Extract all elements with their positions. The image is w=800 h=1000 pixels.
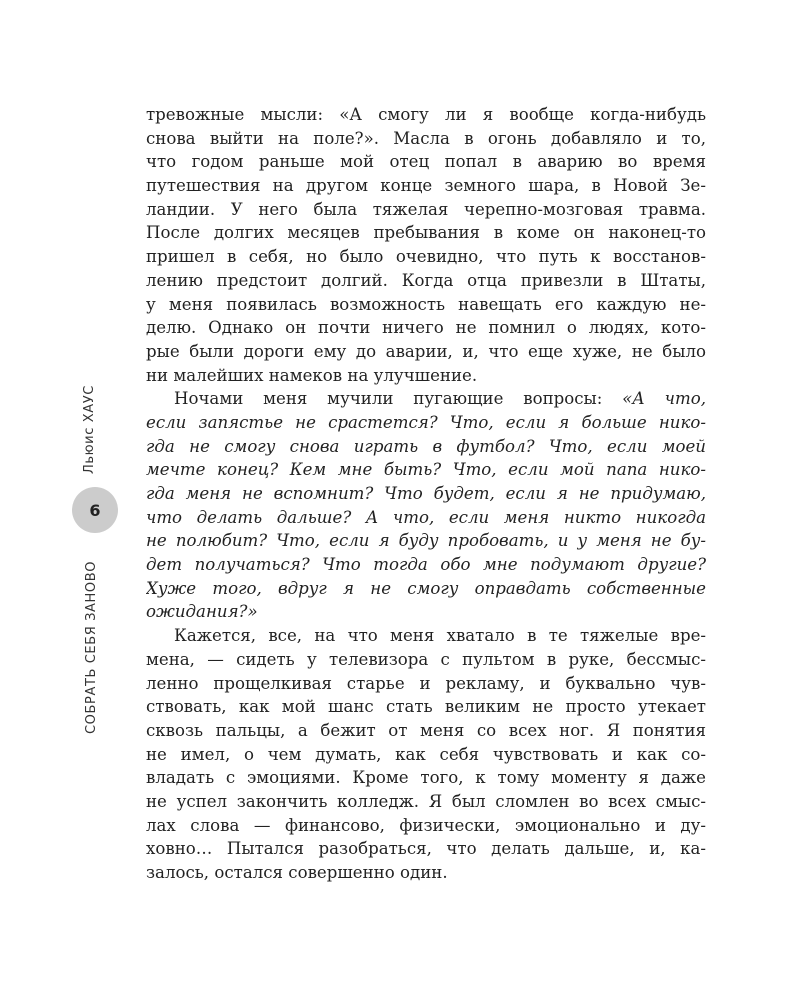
text-line: сквозь пальцы, а бежит от меня со всех ног. Я понятия xyxy=(146,720,706,740)
text-line: мечте конец? Кем мне быть? Что, если мой папа нико- xyxy=(146,460,706,480)
text-line: у меня появилась возможность навещать его каждую не- xyxy=(146,294,706,314)
text-line xyxy=(146,387,706,411)
text-line: не имел, о чем думать, как себя чувствовать и как со- xyxy=(146,744,706,764)
text-line: владать с эмоциями. Кроме того, к тому моменту я даже xyxy=(146,768,706,788)
text-line-italic: «А что, xyxy=(622,389,706,409)
text-line: делю. Однако он почти ничего не помнил о людях, кото- xyxy=(146,318,706,338)
text-line: что годом раньше мой отец попал в аварию во время xyxy=(146,152,706,172)
text-line: не полюбит? Что, если я буду пробовать, и у меня не бу- xyxy=(146,531,706,551)
text-line-normal: Ночами меня мучили пугающие вопросы: xyxy=(174,389,623,409)
text-line: что делать дальше? А что, если меня никто никогда xyxy=(146,507,706,527)
text-line: если запястье не срастется? Что, если я больше нико- xyxy=(146,412,706,432)
text-line: ствовать, как мой шанс стать великим не просто утекает xyxy=(146,697,706,717)
page-number: 6 xyxy=(89,500,101,520)
text-line: лах слова — финансово, физически, эмоционально и ду- xyxy=(146,815,706,835)
text-line: дет получаться? Что тогда обо мне подумают другие? xyxy=(146,555,706,575)
text-line: ни малейших намеков на улучшение. xyxy=(146,365,478,385)
text-line: После долгих месяцев пребывания в коме он наконец-то xyxy=(146,223,706,243)
text-line: тревожные мысли: «А смогу ли я вообще когда-нибудь xyxy=(146,105,706,124)
text-line: ленно прощелкивая старье и рекламу, и буквально чув- xyxy=(146,673,706,693)
running-head-book-title: СОБРАТЬ СЕБЯ ЗАНОВО xyxy=(84,560,99,734)
text-line: ожидания?» xyxy=(146,602,258,622)
running-head-author: Льюис ХАУС xyxy=(82,385,97,474)
text-line: мена, — сидеть у телевизора с пультом в руке, бессмыс- xyxy=(146,649,706,669)
text-line: залось, остался совершенно один. xyxy=(146,863,448,882)
text-line: ландии. У него была тяжелая черепно-мозговая травма. xyxy=(146,199,706,219)
text-line: гда меня не вспомнит? Что будет, если я не придумаю, xyxy=(146,484,706,503)
text-line: ховно… Пытался разобраться, что делать дальше, и, ка- xyxy=(146,839,706,859)
text-line: лению предстоит долгий. Когда отца привезли в Штаты, xyxy=(146,270,706,290)
text-line: гда не смогу снова играть в футбол? Что, если моей xyxy=(146,436,706,456)
page-number-badge xyxy=(72,487,118,533)
text-line: Кажется, все, на что меня хватало в те тяжелые вре- xyxy=(174,626,706,646)
body-text xyxy=(146,103,706,885)
text-line: рые были дороги ему до аварии, и, что еще хуже, не было xyxy=(146,341,706,361)
text-line: не успел закончить колледж. Я был сломлен во всех смыс- xyxy=(146,791,706,811)
text-line: Хуже того, вдруг я не смогу оправдать собственные xyxy=(146,578,706,598)
text-line: снова выйти на поле?». Масла в огонь добавляло и то, xyxy=(146,128,706,148)
text-line: путешествия на другом конце земного шара, в Новой Зе- xyxy=(146,176,706,196)
text-line: пришел в себя, но было очевидно, что путь к восстанов- xyxy=(146,247,706,267)
